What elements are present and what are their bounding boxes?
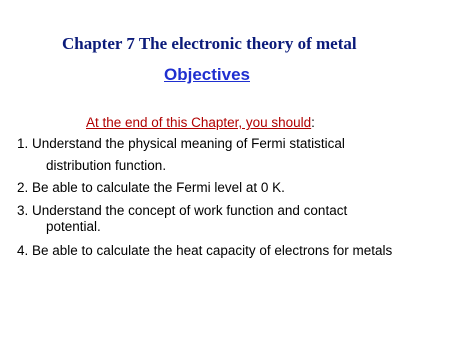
intro-colon: : [311,115,315,130]
objective-item-2 [17,180,285,196]
intro-lead: At the end of this Chapter, you should [86,115,312,130]
objectives-heading: Objectives [164,65,250,84]
objective-item-1-line2: distribution function. [46,158,167,173]
intro-line [86,115,315,130]
objective-item-2-line1: 2. Be able to calculate the Fermi level at 0 K. [17,180,285,195]
objective-item-3 [17,203,347,235]
chapter-title: Chapter 7 The electronic theory of metal [62,34,357,53]
objective-item-1 [17,136,345,174]
objective-item-1-line1: 1. Understand the physical meaning of Fermi statistical [17,136,345,151]
objective-item-3-line1: 3. Understand the concept of work function and contact [17,203,348,218]
objective-item-4 [17,243,392,259]
objective-item-3-line2: potential. [46,219,101,234]
objective-item-4-line1: 4. Be able to calculate the heat capacity of electrons for metals [17,243,393,258]
